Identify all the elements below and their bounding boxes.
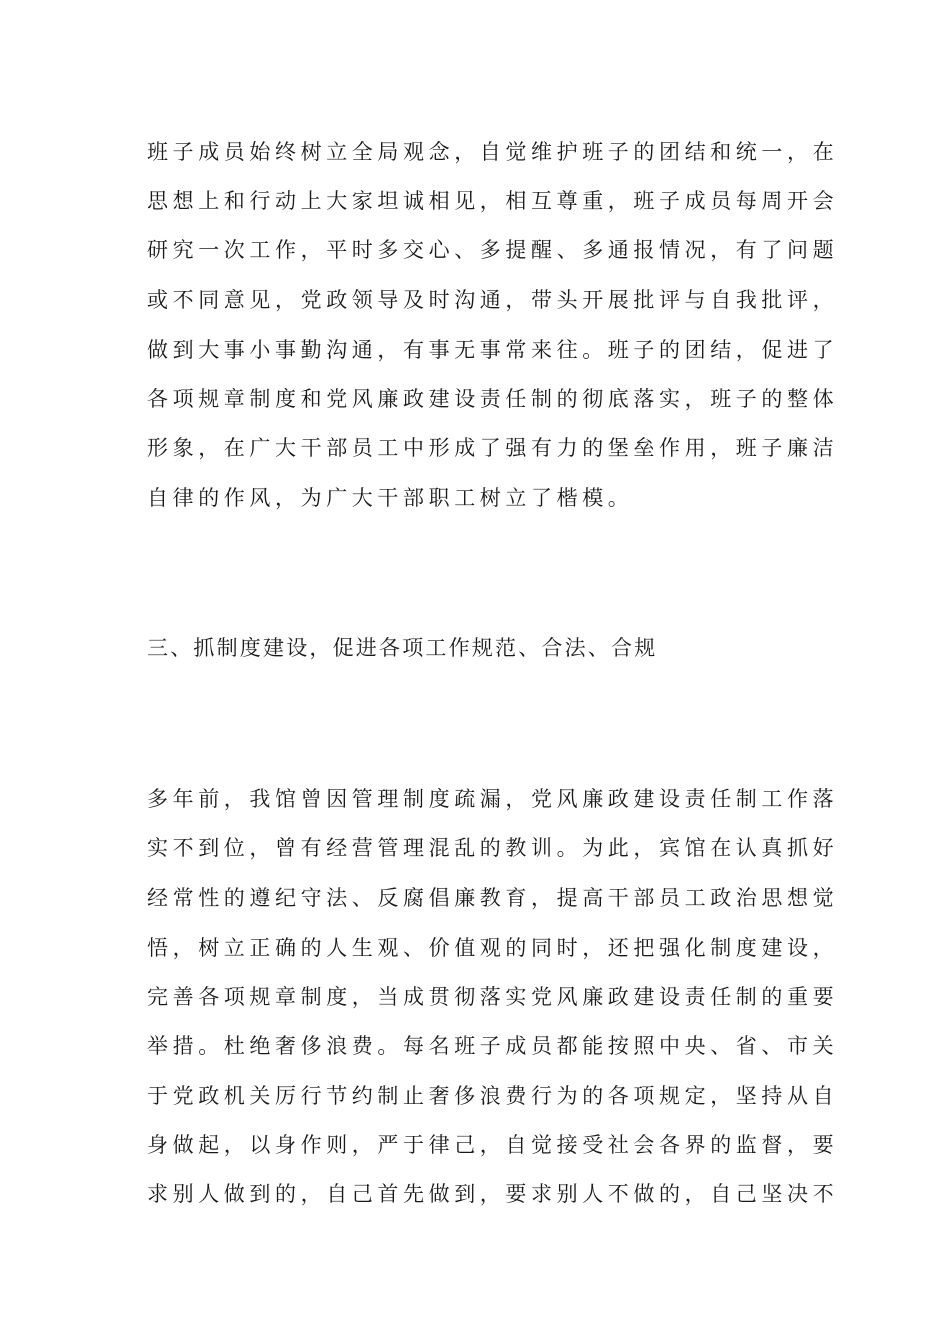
paragraph-2-line: 于党政机关厉行节约制止奢侈浪费行为的各项规定，坚持从自: [147, 1084, 839, 1108]
paragraph-2-line: 求别人做到的，自己首先做到，要求别人不做的，自己坚决不: [147, 1182, 839, 1206]
paragraph-2-line: 身做起，以身作则，严于律己，自觉接受社会各界的监督，要: [147, 1133, 839, 1157]
paragraph-1-line: 各项规章制度和党风廉政建设责任制的彻底落实，班子的整体: [147, 387, 839, 411]
paragraph-2-line: 多年前，我馆曾因管理制度疏漏，党风廉政建设责任制工作落: [147, 787, 839, 811]
section-heading: 三、抓制度建设，促进各项工作规范、合法、合规: [147, 636, 658, 660]
paragraph-1-line: 做到大事小事勤沟通，有事无事常来往。班子的团结，促进了: [147, 338, 839, 362]
paragraph-1-line: 形象，在广大干部员工中形成了强有力的堡垒作用，班子廉洁: [147, 436, 839, 460]
paragraph-1-line: 班子成员始终树立全局观念，自觉维护班子的团结和统一，在: [147, 140, 839, 164]
paragraph-2-line: 悟，树立正确的人生观、价值观的同时，还把强化制度建设，: [147, 936, 839, 960]
paragraph-1-line: 自律的作风，为广大干部职工树立了楷模。: [147, 486, 634, 510]
paragraph-2-line: 实不到位，曾有经营管理混乱的教训。为此，宾馆在认真抓好: [147, 836, 839, 860]
paragraph-2-line: 经常性的遵纪守法、反腐倡廉教育，提高干部员工政治思想觉: [147, 886, 839, 910]
paragraph-2-line: 举措。杜绝奢侈浪费。每名班子成员都能按照中央、省、市关: [147, 1034, 839, 1058]
paragraph-1-line: 或不同意见，党政领导及时沟通，带头开展批评与自我批评，: [147, 288, 839, 312]
paragraph-2-line: 完善各项规章制度，当成贯彻落实党风廉政建设责任制的重要: [147, 985, 839, 1009]
paragraph-1-line: 研究一次工作，平时多交心、多提醒、多通报情况，有了问题: [147, 238, 839, 262]
paragraph-1-line: 思想上和行动上大家坦诚相见，相互尊重，班子成员每周开会: [147, 189, 839, 213]
